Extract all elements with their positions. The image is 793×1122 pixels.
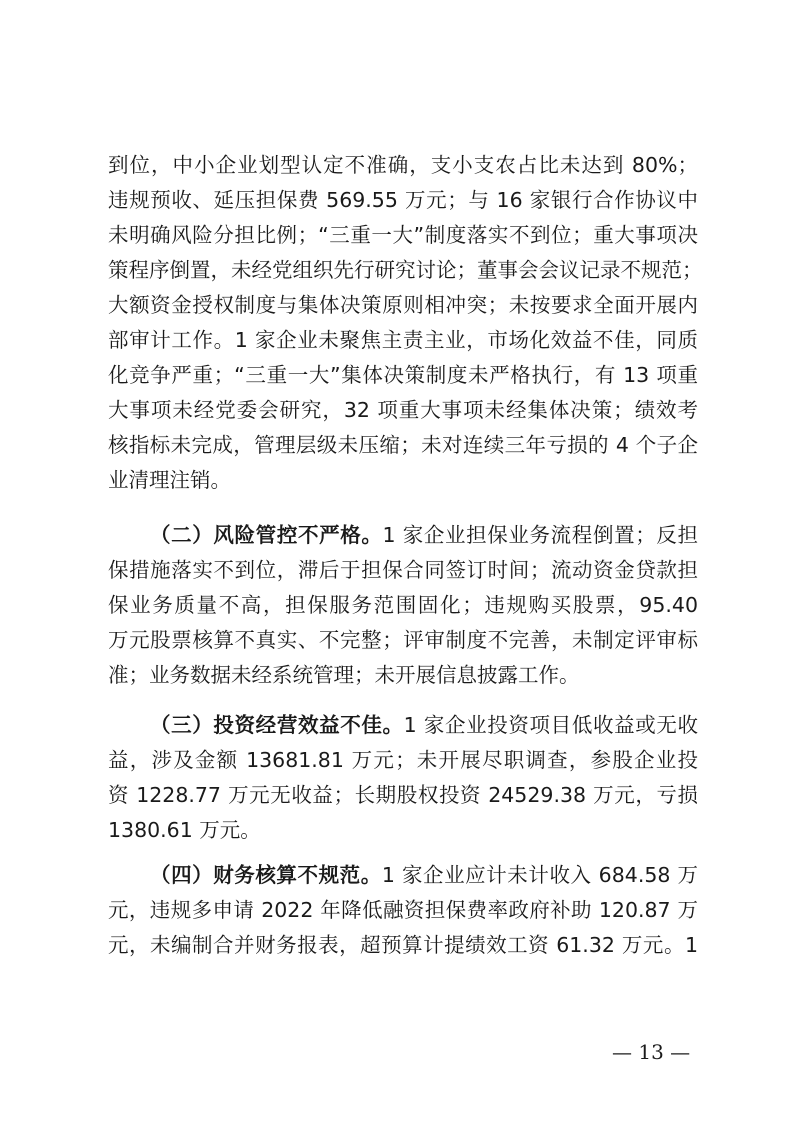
section-3-first-line <box>150 710 698 740</box>
body-line: 策程序倒置，未经党组织先行研究讨论；董事会会议记录不规范； <box>108 258 703 282</box>
section-2-first-line <box>150 520 698 550</box>
page-number: — 13 — <box>612 1040 691 1064</box>
body-line: 大额资金授权制度与集体决策原则相冲突；未按要求全面开展内 <box>108 293 698 317</box>
body-line: 到位，中小企业划型认定不准确，支小支农占比未达到 80%； <box>108 153 698 177</box>
body-line: 未明确风险分担比例；“三重一大”制度落实不到位；重大事项决 <box>108 223 698 247</box>
body-line: 元，未编制合并财务报表，超预算计提绩效工资 61.32 万元。1 <box>108 933 698 957</box>
body-line: 保措施落实不到位，滞后于担保合同签订时间；流动资金贷款担 <box>108 558 698 582</box>
body-line: 元，违规多申请 2022 年降低融资担保费率政府补助 120.87 万 <box>108 898 698 922</box>
body-line: 万元股票核算不真实、不完整；评审制度不完善，未制定评审标 <box>108 628 698 652</box>
body-line: 资 1228.77 万元无收益；长期股权投资 24529.38 万元，亏损 <box>108 783 698 807</box>
body-line: 保业务质量不高，担保服务范围固化；违规购买股票，95.40 <box>108 593 698 617</box>
body-line: 业清理注销。 <box>108 468 231 492</box>
section-4-first-line-text: 1 家企业应计未计收入 684.58 万 <box>381 863 699 887</box>
body-line: 准；业务数据未经系统管理；未开展信息披露工作。 <box>108 663 580 687</box>
body-line: 大事项未经党委会研究，32 项重大事项未经集体决策；绩效考 <box>108 398 698 422</box>
section-3-heading: （三）投资经营效益不佳。 <box>150 713 404 737</box>
body-line: 化竞争严重；“三重一大”集体决策制度未严格执行，有 13 项重 <box>108 363 698 387</box>
section-4-first-line <box>150 860 698 890</box>
section-2-first-line-text: 1 家企业担保业务流程倒置；反担 <box>382 523 698 547</box>
body-line: 益，涉及金额 13681.81 万元；未开展尽职调查，参股企业投 <box>108 748 698 772</box>
section-3-first-line-text: 1 家企业投资项目低收益或无收 <box>403 713 699 737</box>
section-4-heading: （四）财务核算不规范。 <box>150 863 382 887</box>
body-line: 违规预收、延压担保费 569.55 万元；与 16 家银行合作协议中 <box>108 188 698 212</box>
body-line: 部审计工作。1 家企业未聚焦主责主业，市场化效益不佳，同质 <box>108 328 698 352</box>
section-2-heading: （二）风险管控不严格。 <box>150 523 383 547</box>
body-line: 1380.61 万元。 <box>108 818 261 842</box>
body-line: 核指标未完成，管理层级未压缩；未对连续三年亏损的 4 个子企 <box>108 433 698 457</box>
